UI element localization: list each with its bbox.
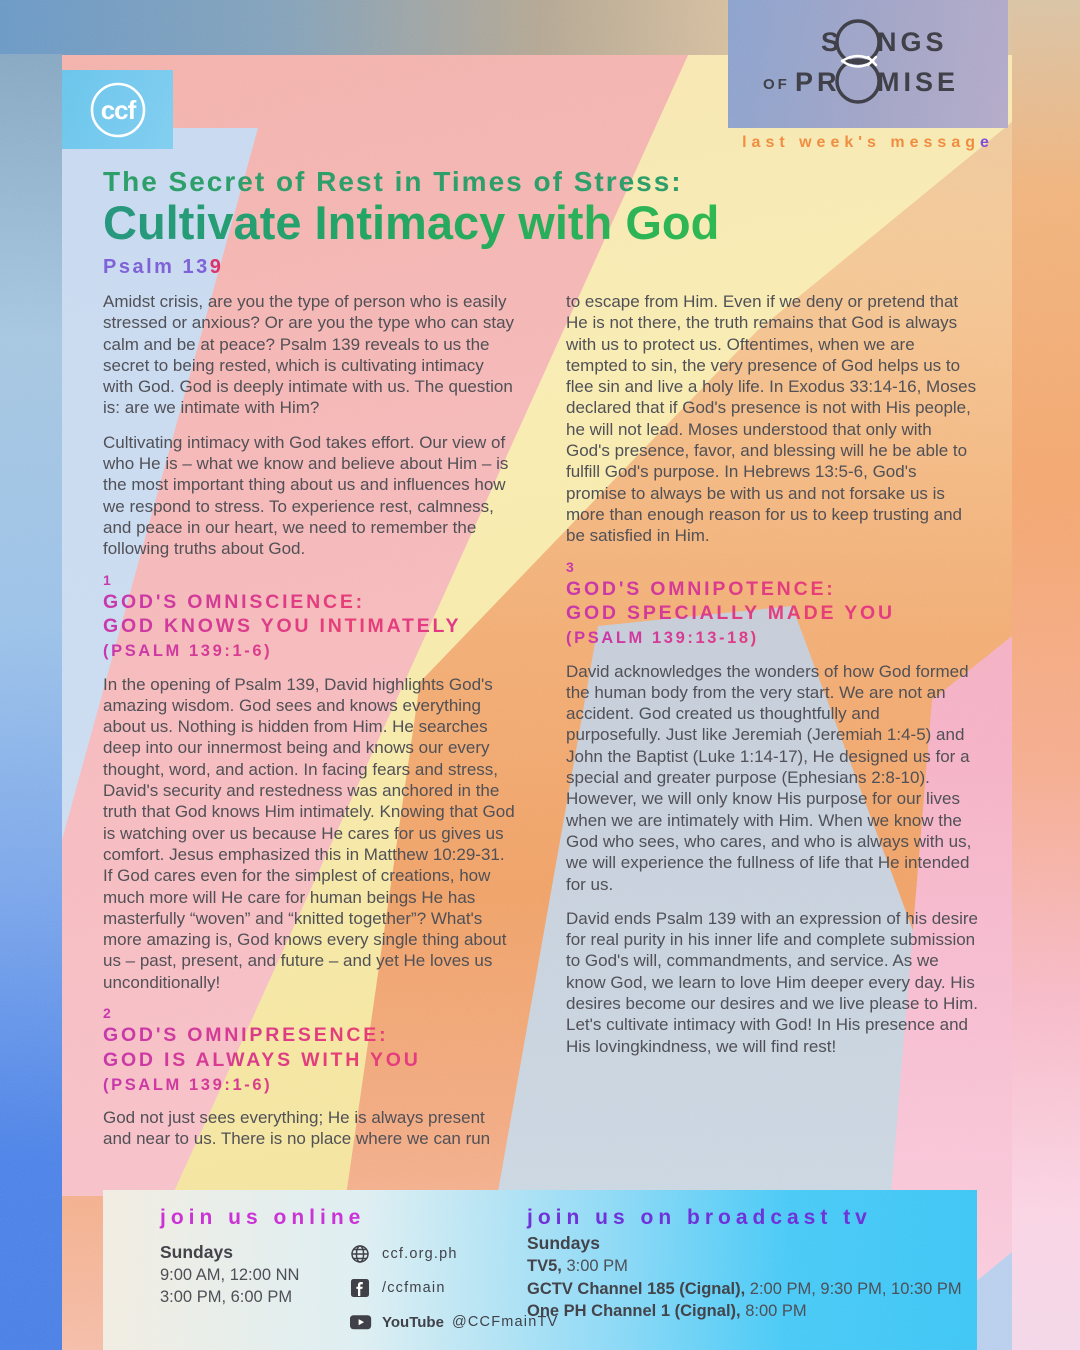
join-us-online-heading: join us online bbox=[160, 1206, 366, 1229]
facebook-handle: /ccfmain bbox=[382, 1280, 446, 1296]
section-3-body-2: David ends Psalm 139 with an expression of his desire for real purity in his inner life and complete submission to God's will, commandments, and service. As we know God, we learn to love Him deeper every day. His desires become our desires and we live please to Him. Let's cultivate intimacy with God! In His presence and His lovingkindness, we will find rest! bbox=[566, 908, 978, 1056]
section-1-title-line2: GOD KNOWS YOU INTIMATELY bbox=[103, 615, 462, 638]
svg-text:OF: OF bbox=[763, 76, 790, 93]
ccf-logo bbox=[62, 70, 173, 149]
section-1 bbox=[103, 573, 516, 993]
broadcast-row-oneph bbox=[527, 1300, 962, 1323]
tv5-channel: TV5, bbox=[527, 1256, 562, 1275]
youtube-handle: @CCFmainTV bbox=[451, 1314, 559, 1330]
ccf-logo-icon bbox=[86, 78, 150, 142]
globe-icon bbox=[350, 1243, 372, 1265]
youtube-wordmark: YouTube bbox=[382, 1313, 444, 1331]
broadcast-day: Sundays bbox=[527, 1233, 600, 1253]
section-3 bbox=[566, 560, 979, 1057]
section-2 bbox=[103, 1006, 516, 1150]
section-3-title bbox=[566, 577, 979, 625]
oneph-times: 8:00 PM bbox=[740, 1302, 807, 1321]
tagline-text: last week's messag bbox=[742, 134, 980, 151]
section-1-title bbox=[103, 590, 516, 638]
svg-text:ccf: ccf bbox=[100, 94, 135, 125]
intro-paragraph-1: Amidst crisis, are you the type of person who is easily stressed or anxious? Or are you the type who can stay calm and be at peace? Psalm 139 reveals to us the secret to being rested, which is cultivating intimacy with God. God is deeply intimate with us. The question is: are we intimate with Him? bbox=[103, 292, 515, 418]
section-1-number: 1 bbox=[103, 573, 516, 588]
broadcast-schedule bbox=[527, 1232, 962, 1323]
scripture-text: Psalm 13 bbox=[103, 255, 210, 278]
section-3-body-1: David acknowledges the wonders of how God formed the human body from the very start. We are not an accident. God created us thoughtfully and purposefully. Just like Jeremiah (Jeremiah 1:4-5) and John the Baptist (Luke 1:14-17), He designed us for a special and greater purpose (Ephesians 2:8-10). However, we will only know His purpose for our lives when we are intimately with Him. When we know the God who sees, who cares, and who is always with us, we will experience the fullness of life that He intended for us. bbox=[566, 661, 972, 894]
svg-text:MISE: MISE bbox=[877, 67, 960, 97]
section-3-reference: (PSALM 139:13-18) bbox=[566, 628, 979, 649]
online-day: Sundays bbox=[160, 1242, 233, 1262]
section-2-body-left: God not just sees everything; He is always present and near to us. There is no place where we can run bbox=[103, 1108, 491, 1149]
website-url: ccf.org.ph bbox=[382, 1246, 458, 1262]
youtube-icon bbox=[350, 1311, 372, 1333]
section-2-title-line1: GOD'S OMNIPRESENCE: bbox=[103, 1024, 389, 1047]
section-2-title-line2: GOD IS ALWAYS WITH YOU bbox=[103, 1048, 421, 1071]
svg-text:NGS: NGS bbox=[877, 27, 948, 57]
gctv-channel: GCTV Channel 185 (Cignal), bbox=[527, 1279, 746, 1298]
gctv-times: 2:00 PM, 9:30 PM, 10:30 PM bbox=[745, 1279, 962, 1298]
online-schedule bbox=[160, 1241, 326, 1345]
join-us-online-block bbox=[160, 1206, 558, 1345]
left-column bbox=[103, 291, 516, 1163]
tagline bbox=[718, 134, 1018, 152]
songs-of-promise-logo bbox=[728, 0, 1008, 128]
section-2-title bbox=[103, 1023, 516, 1071]
section-3-title-line1: GOD'S OMNIPOTENCE: bbox=[566, 577, 836, 600]
section-1-reference: (PSALM 139:1-6) bbox=[103, 641, 516, 662]
join-us-broadcast-block bbox=[527, 1206, 962, 1323]
section-2-reference: (PSALM 139:1-6) bbox=[103, 1075, 516, 1096]
section-3-title-line2: GOD SPECIALLY MADE YOU bbox=[566, 602, 895, 625]
broadcast-row-gctv bbox=[527, 1278, 962, 1301]
section-2-number: 2 bbox=[103, 1006, 516, 1021]
title-block bbox=[103, 166, 1003, 279]
scripture-reference bbox=[103, 256, 1003, 279]
tagline-accent: e bbox=[980, 134, 994, 151]
intro-paragraph-2: Cultivating intimacy with God takes effort. Our view of who He is – what we know and believe about Him – is the most important thing about us and influences how we respond to stress. To experience rest, calmness, and peace in our heart, we need to remember the following truths about God. bbox=[103, 432, 509, 559]
background-right-orange-strip bbox=[1012, 0, 1080, 1350]
facebook-icon bbox=[350, 1277, 372, 1299]
oneph-channel: One PH Channel 1 (Cignal), bbox=[527, 1302, 741, 1321]
right-column bbox=[566, 291, 979, 1163]
broadcast-row-tv5 bbox=[527, 1255, 962, 1278]
songs-of-promise-icon bbox=[755, 15, 981, 113]
page-title: Cultivate Intimacy with God bbox=[103, 196, 720, 250]
background-left-blue-strip bbox=[0, 54, 62, 1350]
online-times-2: 3:00 PM, 6:00 PM bbox=[160, 1288, 293, 1307]
svg-text:S: S bbox=[821, 27, 844, 57]
article-columns bbox=[103, 291, 979, 1163]
scripture-accent: 9 bbox=[209, 255, 224, 278]
title-eyebrow: The Secret of Rest in Times of Stress: bbox=[103, 166, 683, 197]
section-1-title-line1: GOD'S OMNISCIENCE: bbox=[103, 590, 365, 613]
section-1-body: In the opening of Psalm 139, David highlights God's amazing wisdom. God sees and knows everything about us. Nothing is hidden from Him. He searches deep into our innermost being and knows our every thought, word, and action. In facing fears and stress, David's security and restedness was anchored in the truth that God knows Him intimately. Knowing that God is watching over us because He cares for us gives us comfort. Jesus emphasized this in Matthew 10:29-31. If God cares even for the simplest of creations, how much more will He care for human beings He has masterfully “woven” and “knitted together”? What's more amazing is, God knows every single thing about us – past, present, and future – and yet He loves us unconditionally! bbox=[103, 674, 515, 992]
join-us-broadcast-heading: join us on broadcast tv bbox=[527, 1206, 872, 1229]
tv5-times: 3:00 PM bbox=[561, 1256, 628, 1275]
footer-band bbox=[103, 1190, 977, 1350]
svg-text:PR: PR bbox=[795, 67, 841, 97]
section-2-body-right: to escape from Him. Even if we deny or pretend that He is not there, the truth remains that God is always with us to protect us. Oftentimes, when we are tempted to sin, the very presence of God helps us to flee sin and live a holy life. In Exodus 33:14-16, Moses declared that if God's presence is not with His people, he will not lead. Moses understood that only with God's presence, favor, and blessing will he be able to fulfill God's purpose. In Hebrews 13:5-6, God's promise to always be with us and not forsake us is more than enough reason for us to keep trusting and be satisfied in Him. bbox=[566, 292, 977, 546]
online-times-1: 9:00 AM, 12:00 NN bbox=[160, 1265, 300, 1284]
section-3-number: 3 bbox=[566, 560, 979, 575]
